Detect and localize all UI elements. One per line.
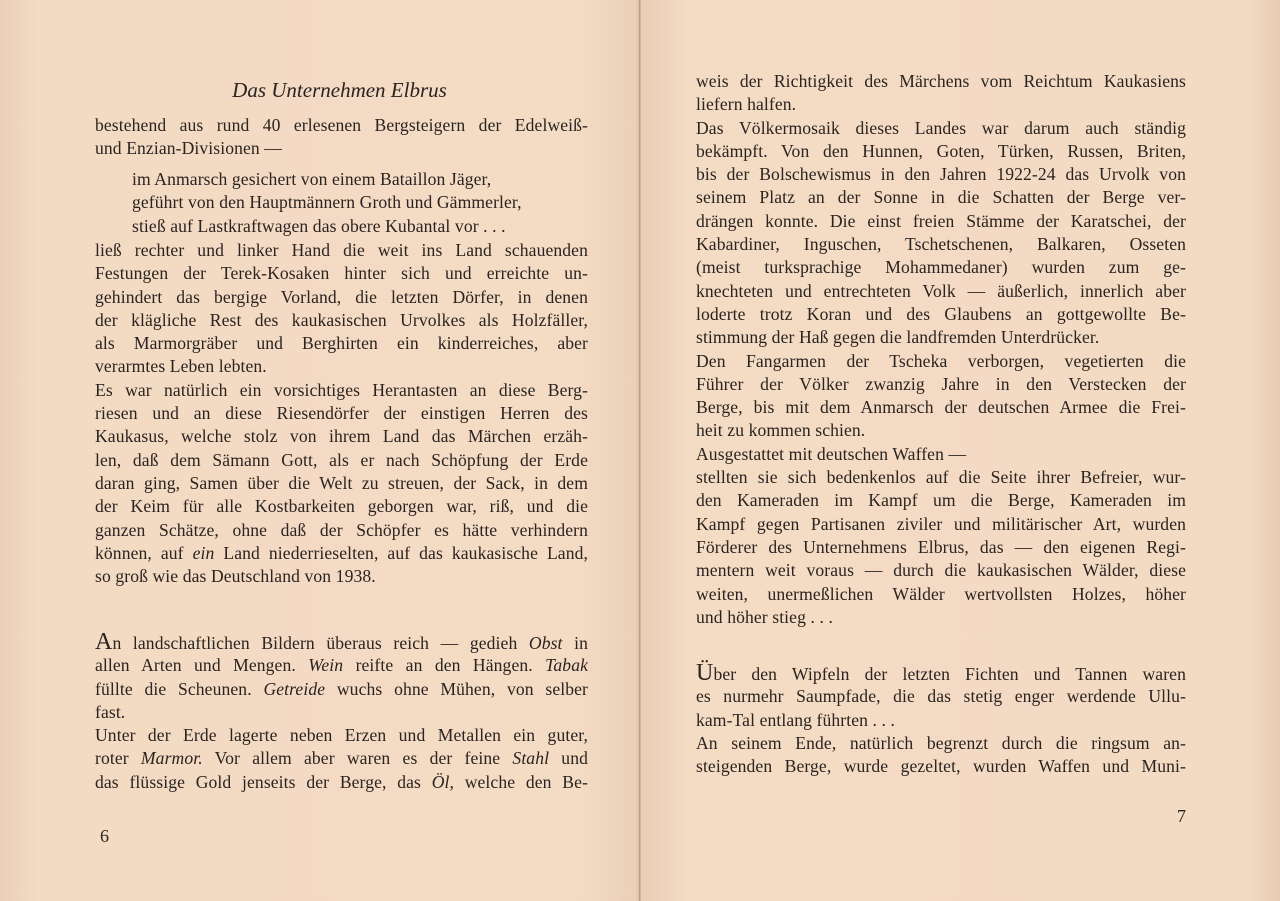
indented-paragraph: [132, 168, 588, 238]
text-line: bestehend aus rund 40 erlesenen Bergsteigern der Edelweiß-: [95, 115, 588, 135]
right-section-paragraph: [696, 662, 1186, 778]
text-line: seinem Platz an der Sonne in die Schatten der Berge ver-: [696, 187, 1186, 208]
text-line: Das Völkermosaik dieses Landes war darum auch ständig: [696, 117, 1186, 138]
text-line: stellten sie sich bedenkenlos auf die Seite ihrer Befreier, wur-: [696, 467, 1186, 488]
running-head: Das Unternehmen Elbrus: [232, 78, 447, 102]
text-line: allen Arten und Mengen. Wein reifte an den Hängen. Tabak: [95, 655, 588, 676]
text-line: riesen und an diese Riesendörfer der einstigen Herren des: [95, 403, 588, 424]
text-line: ließ rechter und linker Hand die weit ins Land schauenden: [95, 240, 588, 260]
text-line: stieß auf Lastkraftwagen das obere Kubantal vor . . .: [132, 215, 506, 236]
text-line: An landschaftlichen Bildern überaus reich — gedieh Obst in: [95, 629, 588, 655]
text-line: und Enzian-Divisionen —: [95, 138, 282, 159]
text-line: weiten, unermeßlichen Wälder wertvollsten Holzes, höher: [696, 583, 1186, 604]
text-line: ganzen Schätze, ohne daß der Schöpfer es hätte verhindern: [95, 519, 588, 540]
text-line: Kabardiner, Inguschen, Tschetschenen, Balkaren, Osseten: [696, 234, 1186, 255]
text-line: (meist turksprachige Mohammedaner) wurden zum ge-: [696, 257, 1186, 278]
initial-letter: A: [95, 629, 113, 655]
intro-paragraph: [95, 114, 588, 161]
text-line: mentern weit voraus — durch die kaukasischen Wälder, diese: [696, 560, 1186, 581]
text-line: Berge, bis mit dem Anmarsch der deutschen Armee die Frei-: [696, 397, 1186, 418]
text-line: verarmtes Leben lebten.: [95, 356, 267, 377]
emphasis: ein: [192, 542, 215, 563]
text-line: Unter der Erde lagerte neben Erzen und Metallen ein guter,: [95, 725, 588, 746]
text-line: Es war natürlich ein vorsichtiges Herantasten an diese Berg-: [95, 379, 588, 400]
text-line: bis der Bolschewismus in den Jahren 1922-24 das Urvolk von: [696, 164, 1186, 185]
text-line: bekämpft. Von den Hunnen, Goten, Türken, Russen, Briten,: [696, 140, 1186, 161]
page-number: 7: [1177, 806, 1186, 826]
text-line: füllte die Scheunen. Getreide wuchs ohne Mühen, von selber: [95, 678, 589, 699]
text-line: es nurmehr Saumpfade, die das stetig enger werdende Ullu-: [696, 686, 1186, 707]
text-line: geführt von den Hauptmännern Groth und Gämmerler,: [132, 192, 522, 213]
text-line: liefern halfen.: [696, 94, 797, 115]
text-line: als Marmorgräber und Berghirten ein kinderreiches, aber: [95, 333, 588, 354]
text-line: so groß wie das Deutschland von 1938.: [95, 566, 376, 587]
text-line: Kampf gegen Partisanen ziviler und militärischer Art, wurden: [696, 513, 1186, 534]
text-line: kam-Tal entlang führten . . .: [696, 709, 896, 730]
text-line: Führer der Völker zwanzig Jahre in den Verstecken der: [696, 373, 1186, 394]
text-line: gehindert das bergige Vorland, die letzten Dörfer, in denen: [95, 286, 588, 307]
text-line: An seinem Ende, natürlich begrenzt durch die ringsum an-: [696, 732, 1186, 753]
text-line: im Anmarsch gesichert von einem Bataillon Jäger,: [132, 169, 492, 189]
text-line: Kaukasus, welche stolz von ihrem Land das Märchen erzäh-: [95, 426, 588, 447]
paragraph: [95, 239, 588, 588]
text-line: der klägliche Rest des kaukasischen Urvolkes als Holzfäller,: [95, 309, 588, 330]
text-line: steigenden Berge, wurde gezeltet, wurden Waffen und Muni-: [696, 756, 1186, 777]
text-line: den Kameraden im Kampf um die Berge, Kameraden im: [696, 490, 1186, 511]
text-line: der Keim für alle Kostbarkeiten geborgen war, riß, und die: [95, 496, 588, 517]
text-line: fast.: [95, 701, 126, 722]
text-line: weis der Richtigkeit des Märchens vom Reichtum Kaukasiens: [696, 71, 1186, 91]
page-number: 6: [100, 826, 109, 846]
section-paragraph: [95, 631, 588, 794]
text-line: können, auf ein Land niederrieselten, auf das kaukasische Land,: [95, 542, 589, 563]
text-line: roter Marmor. Vor allem aber waren es der feine Stahl und: [95, 748, 588, 769]
text-line: das flüssige Gold jenseits der Berge, das Öl, welche den Be-: [95, 771, 588, 792]
text-line: drängen konnte. Die einst freien Stämme der Karatschei, der: [696, 210, 1186, 231]
text-line: heit zu kommen schien.: [696, 420, 866, 441]
text-line: daran ging, Samen über die Welt zu streuen, der Sack, in dem: [95, 472, 588, 493]
text-line: Förderer des Unternehmens Elbrus, das — den eigenen Regi-: [696, 536, 1186, 557]
text-line: knechteten und entrechteten Volk — äußerlich, innerlich aber: [696, 280, 1186, 301]
text-line: loderte trotz Koran und des Glaubens an gottgewollte Be-: [696, 303, 1186, 324]
text-line: und höher stieg . . .: [696, 606, 833, 627]
text-line: Ausgestattet mit deutschen Waffen —: [696, 443, 967, 464]
text-line: Festungen der Terek-Kosaken hinter sich und erreichte un-: [95, 263, 588, 284]
text-line: Über den Wipfeln der letzten Fichten und Tannen waren: [696, 660, 1186, 686]
text-line: len, daß dem Sämann Gott, als er nach Schöpfung der Erde: [95, 449, 588, 470]
text-line: Den Fangarmen der Tscheka verborgen, vegetierten die: [696, 350, 1186, 371]
initial-letter: Ü: [696, 660, 714, 686]
text-line: stimmung der Haß gegen die landfremden Unterdrücker.: [696, 327, 1100, 348]
right-text-block: [696, 70, 1186, 629]
